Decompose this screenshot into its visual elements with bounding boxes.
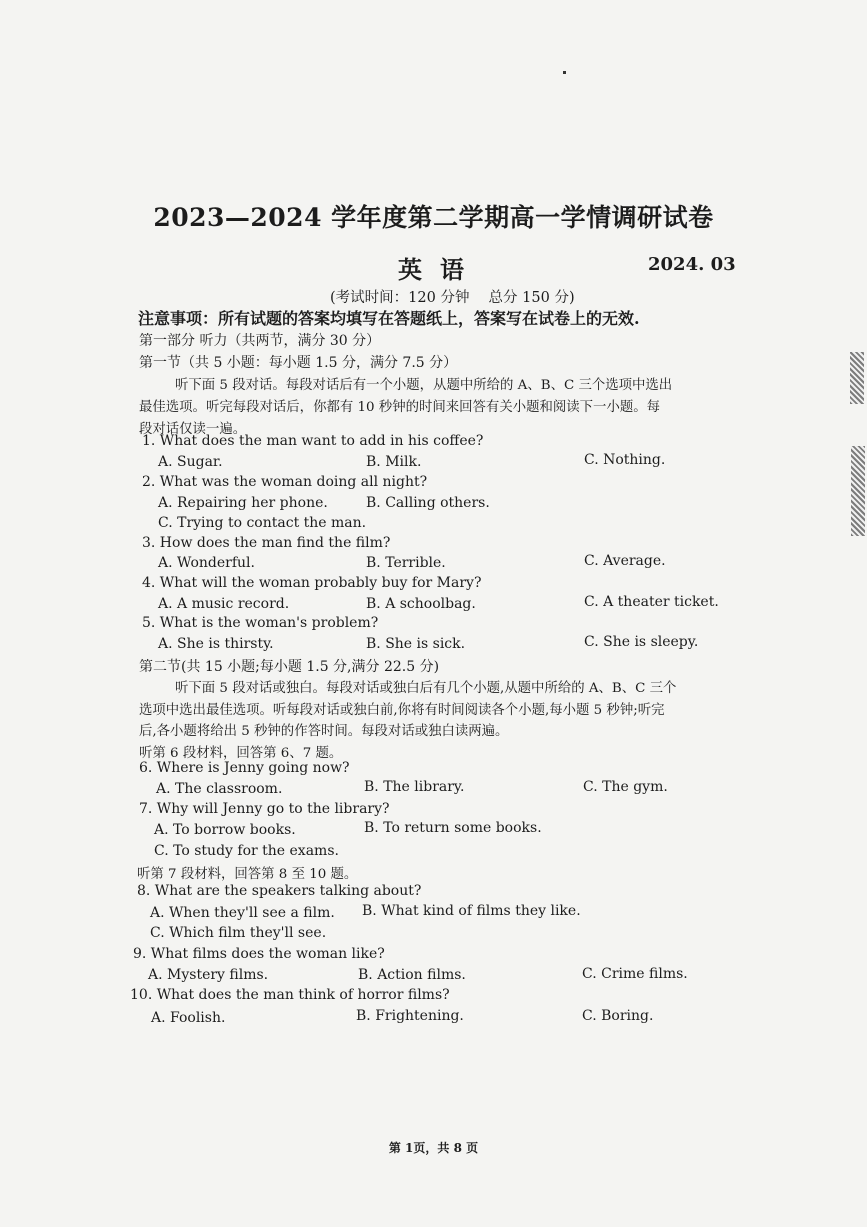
option-c: C. Crime films. bbox=[582, 966, 688, 982]
section2-instruction-line: 后,各小题将给出 5 秒钟的作答时间。每段对话或独白读两遍。 bbox=[139, 724, 509, 739]
option-c: C. Trying to contact the man. bbox=[158, 515, 367, 531]
option-a: A. Repairing her phone. bbox=[158, 495, 328, 511]
option-c: C. Boring. bbox=[582, 1008, 654, 1024]
notice: 注意事项：所有试题的答案均填写在答题纸上，答案写在试卷上的无效. bbox=[138, 309, 640, 328]
option-a: A. The classroom. bbox=[156, 781, 283, 797]
question-2: 2. What was the woman doing all night? bbox=[142, 474, 428, 490]
question-5: 5. What is the woman's problem? bbox=[142, 615, 379, 631]
option-c: C. Nothing. bbox=[584, 452, 666, 468]
exam-title: 2023—2024 学年度第二学期高一学情调研试卷 bbox=[153, 203, 714, 232]
option-a: A. Wonderful. bbox=[158, 555, 255, 571]
question-1: 1. What does the man want to add in his coffee? bbox=[142, 433, 484, 449]
scan-noise-mark bbox=[850, 352, 864, 404]
option-b: B. Milk. bbox=[366, 454, 422, 470]
material-6-label: 听第 6 段材料，回答第 6、7 题。 bbox=[139, 746, 343, 761]
question-7: 7. Why will Jenny go to the library? bbox=[139, 801, 390, 817]
part-heading: 第一部分 听力（共两节，满分 30 分） bbox=[139, 333, 381, 349]
question-8: 8. What are the speakers talking about? bbox=[137, 883, 422, 899]
question-4: 4. What will the woman probably buy for Mary? bbox=[142, 575, 482, 591]
exam-info: (考试时间：120 分钟 总分 150 分) bbox=[330, 290, 575, 306]
option-b: B. What kind of films they like. bbox=[362, 903, 581, 919]
option-c: C. The gym. bbox=[583, 779, 668, 795]
option-b: B. She is sick. bbox=[366, 636, 466, 652]
option-b: B. The library. bbox=[364, 779, 465, 795]
option-b: B. Terrible. bbox=[366, 555, 446, 571]
option-c: C. Which film they'll see. bbox=[150, 925, 327, 941]
option-a: A. Foolish. bbox=[151, 1010, 226, 1026]
question-3: 3. How does the man find the film? bbox=[142, 535, 391, 551]
option-a: A. Mystery films. bbox=[148, 967, 269, 983]
option-c: C. To study for the exams. bbox=[154, 843, 339, 859]
section2-instruction-line: 听下面 5 段对话或独白。每段对话或独白后有几个小题,从题中所给的 A、B、C 三个 bbox=[175, 681, 677, 696]
subject-title: 英语 bbox=[398, 255, 482, 284]
option-b: B. Frightening. bbox=[356, 1008, 464, 1024]
scan-speck bbox=[563, 71, 566, 74]
option-c: C. She is sleepy. bbox=[584, 634, 699, 650]
material-7-label: 听第 7 段材料，回答第 8 至 10 题。 bbox=[137, 867, 358, 882]
section1-instruction-line: 段对话仅读一遍。 bbox=[139, 422, 247, 437]
option-b: B. Calling others. bbox=[366, 495, 490, 511]
question-9: 9. What films does the woman like? bbox=[133, 946, 385, 962]
page-number: 第 1页，共 8 页 bbox=[388, 1141, 479, 1155]
option-b: B. Action films. bbox=[358, 967, 466, 983]
option-c: C. A theater ticket. bbox=[584, 594, 719, 610]
question-10: 10. What does the man think of horror films? bbox=[130, 987, 450, 1003]
section1-instruction-line: 最佳选项。听完每段对话后，你都有 10 秒钟的时间来回答有关小题和阅读下一小题。每 bbox=[139, 400, 661, 415]
scan-noise-mark bbox=[851, 446, 865, 536]
option-a: A. She is thirsty. bbox=[158, 636, 274, 652]
option-a: A. Sugar. bbox=[158, 454, 223, 470]
option-b: B. A schoolbag. bbox=[366, 596, 476, 612]
option-b: B. To return some books. bbox=[364, 820, 542, 836]
option-a: A. To borrow books. bbox=[154, 822, 296, 838]
section1-instruction-line: 听下面 5 段对话。每段对话后有一个小题，从题中所给的 A、B、C 三个选项中选出 bbox=[175, 378, 673, 393]
question-6: 6. Where is Jenny going now? bbox=[139, 760, 350, 776]
option-c: C. Average. bbox=[584, 553, 666, 569]
option-a: A. A music record. bbox=[158, 596, 290, 612]
section1-heading: 第一节（共 5 小题：每小题 1.5 分，满分 7.5 分） bbox=[139, 355, 458, 371]
exam-date: 2024. 03 bbox=[648, 254, 736, 275]
section2-heading: 第二节(共 15 小题;每小题 1.5 分,满分 22.5 分) bbox=[139, 659, 440, 675]
option-a: A. When they'll see a film. bbox=[150, 905, 335, 921]
section2-instruction-line: 选项中选出最佳选项。听每段对话或独白前,你将有时间阅读各个小题,每小题 5 秒钟;听完 bbox=[139, 703, 665, 718]
